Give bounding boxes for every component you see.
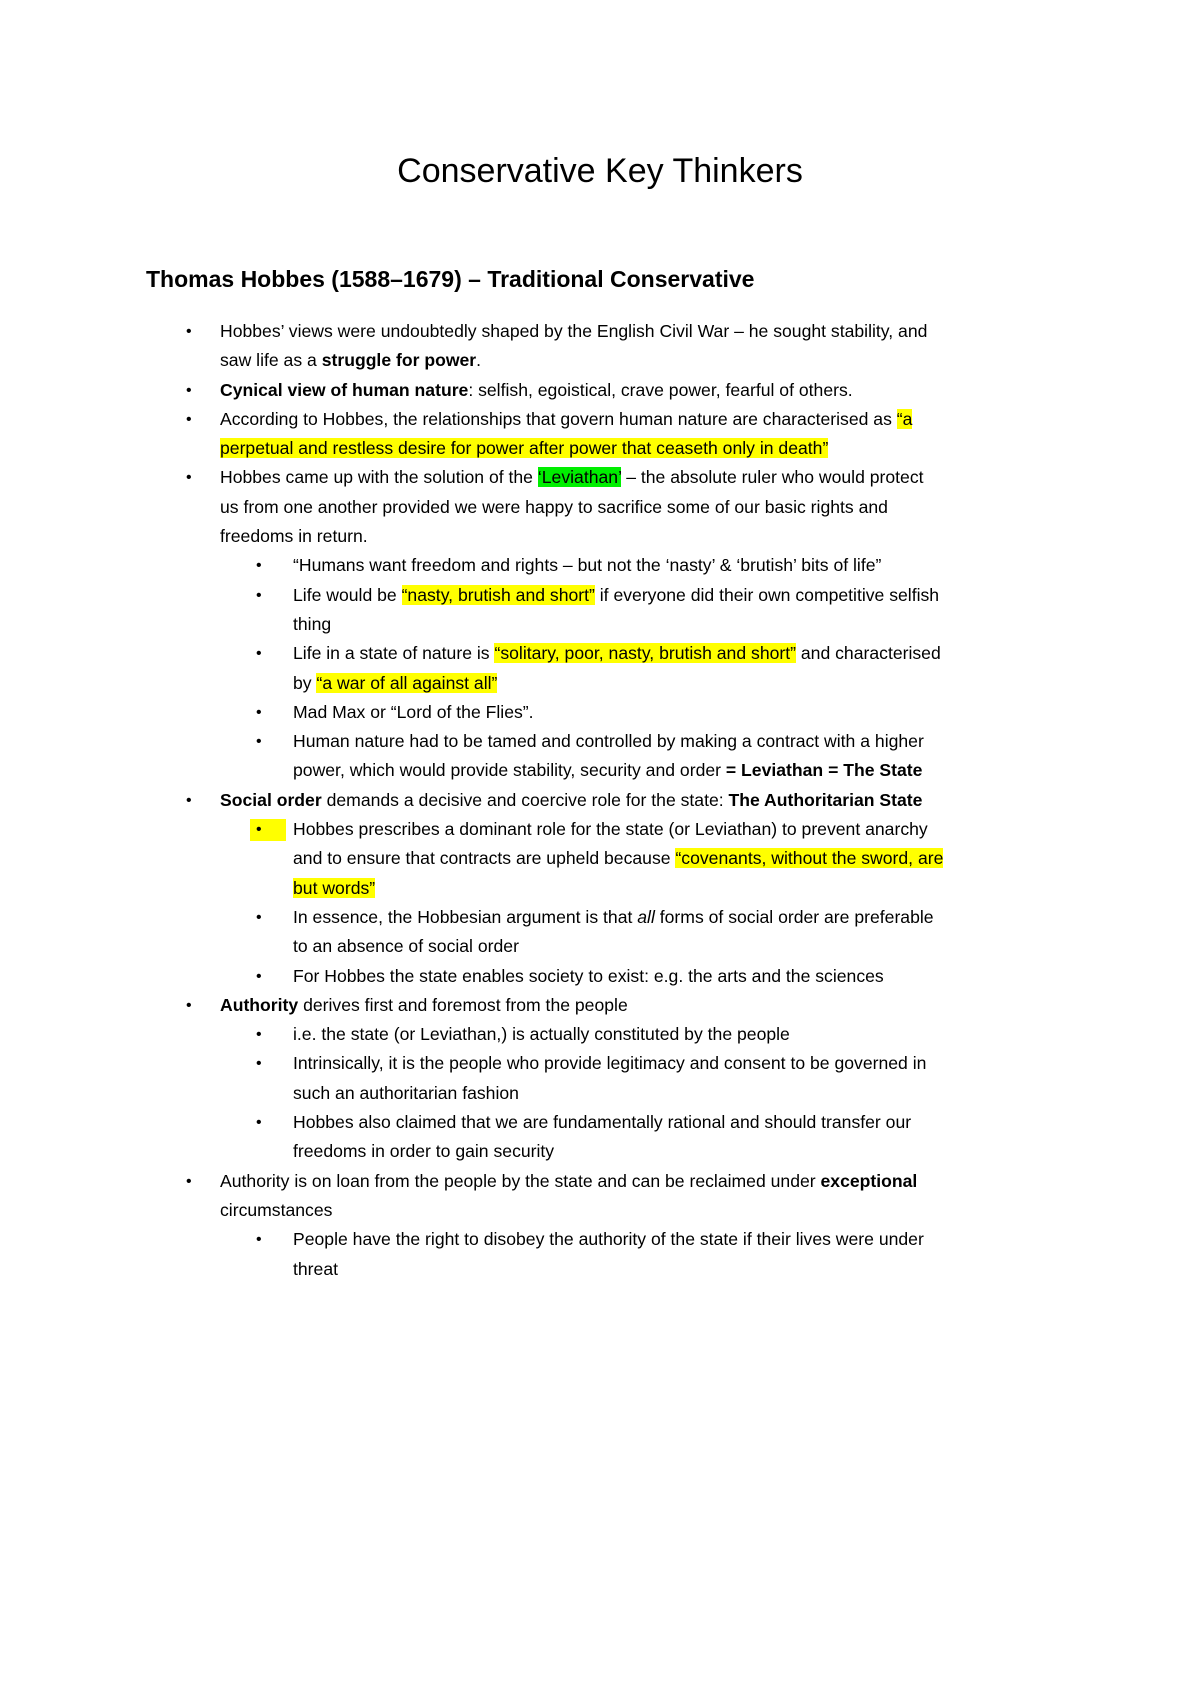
text-line [0,434,1200,463]
text-segment: thing [293,613,332,634]
text-segment: and to ensure that contracts are upheld because [293,848,676,869]
text-segment: and characterised [796,643,941,664]
text-segment: According to Hobbes, the relationships that govern human nature are characterised as [220,408,897,429]
text-line [0,1137,1200,1166]
text-segment: Social order [220,789,322,810]
text-line [0,522,1200,551]
text-segment: i.e. the state (or Leviathan,) is actually constituted by the people [293,1024,790,1045]
text-segment: “Humans want freedom and rights – but not the ‘nasty’ & ‘brutish’ bits of life” [293,555,882,576]
text-segment: Cynical view of human nature [220,379,469,400]
text-segment: saw life as a [220,350,322,371]
bullet-icon: • [256,703,262,721]
text-segment: derives first and foremost from the people [298,994,628,1015]
text-line [0,1196,1200,1225]
bullet-icon: • [186,381,192,399]
bullet-icon: • [186,469,192,487]
text-line [0,405,1200,434]
text-line [0,493,1200,522]
text-segment: threat [293,1258,338,1279]
text-line [0,1108,1200,1137]
highlighted-text: “a war of all against all” [316,672,498,693]
bullet-icon: • [256,1055,262,1073]
text-segment: to an absence of social order [293,936,519,957]
text-segment: freedoms in order to gain security [293,1141,555,1162]
bullet-icon: • [256,1026,262,1044]
text-segment: People have the right to disobey the authority of the state if their lives were under [293,1229,924,1250]
text-line [0,844,1200,873]
bullet-icon: • [256,586,262,604]
bullet-icon: • [186,996,192,1014]
text-line [0,727,1200,756]
text-segment: The Authoritarian State [728,789,923,810]
text-segment: – the absolute ruler who would protect [621,467,924,488]
text-line [0,669,1200,698]
page-title: Conservative Key Thinkers [397,152,803,190]
text-line [0,1049,1200,1078]
text-segment: Life would be [293,584,402,605]
bullet-icon: • [256,967,262,985]
highlighted-text: “a [896,408,913,429]
bullet-icon: • [186,791,192,809]
text-line [0,815,1200,844]
text-line [0,1225,1200,1254]
text-line [0,698,1200,727]
text-line [0,463,1200,492]
highlighted-text: “solitary, poor, nasty, brutish and short” [494,643,796,664]
bullet-icon: • [186,410,192,428]
text-line [0,756,1200,785]
text-segment: circumstances [220,1199,333,1220]
text-line [0,551,1200,580]
text-segment: Human nature had to be tamed and controlled by making a contract with a higher [293,731,924,752]
highlighted-text: ‘Leviathan’ [537,467,622,488]
text-line [0,639,1200,668]
text-segment: Hobbes’ views were undoubtedly shaped by the English Civil War – he sought stability, and [220,321,928,341]
text-line [0,317,1200,346]
text-line [0,874,1200,903]
text-line [0,610,1200,639]
text-segment: In essence, the Hobbesian argument is that [293,906,638,927]
bullet-icon: • [256,908,262,926]
text-line [0,786,1200,815]
bullet-list [0,317,1200,1284]
text-line [0,962,1200,991]
text-segment: Life in a state of nature is [293,643,495,664]
text-segment: Mad Max or “Lord of the Flies”. [293,701,534,722]
text-line [0,376,1200,405]
text-segment: power, which would provide stability, security and order [293,760,726,781]
bullet-icon: • [186,323,192,340]
text-segment: Hobbes also claimed that we are fundamentally rational and should transfer our [293,1112,912,1133]
text-segment: Intrinsically, it is the people who provide legitimacy and consent to be governed in [293,1053,927,1074]
highlighted-text: “covenants, without the sword, are [675,848,944,869]
text-line [0,581,1200,610]
bullet-icon: • [256,821,262,839]
text-segment: = Leviathan = The State [725,760,923,781]
text-segment: struggle for power [321,350,477,371]
text-segment: if everyone did their own competitive selfish [594,584,940,605]
text-segment: Hobbes prescribes a dominant role for the state (or Leviathan) to prevent anarchy [293,819,928,840]
text-line [0,1255,1200,1284]
bullet-icon: • [256,1114,262,1132]
text-segment: Hobbes came up with the solution of the [220,467,538,488]
text-segment: For Hobbes the state enables society to exist: e.g. the arts and the sciences [293,965,884,986]
bullet-icon: • [256,645,262,663]
text-segment: freedoms in return. [220,526,368,547]
bullet-icon: • [256,557,262,575]
bullet-icon: • [256,733,262,751]
section-heading: Thomas Hobbes (1588–1679) – Traditional Conservative [146,266,755,292]
text-segment: all [637,906,655,927]
text-line [0,932,1200,961]
text-segment: . [476,350,482,371]
text-line [0,1020,1200,1049]
text-segment: Authority [220,994,299,1015]
highlighted-text: perpetual and restless desire for power after power that ceaseth only in death” [220,438,829,459]
text-segment: forms of social order are preferable [654,906,934,927]
highlighted-text: “nasty, brutish and short” [401,584,595,605]
text-segment: : selfish, egoistical, crave power, fearful of others. [468,379,853,400]
text-segment: exceptional [820,1170,918,1191]
text-line [0,991,1200,1020]
text-segment: by [293,672,317,693]
text-segment: Authority is on loan from the people by the state and can be reclaimed under [220,1170,821,1191]
text-segment: us from one another provided we were happy to sacrifice some of our basic rights and [220,496,888,517]
text-line [0,903,1200,932]
text-line [0,1079,1200,1108]
text-line [0,1167,1200,1196]
bullet-icon: • [186,1172,192,1190]
highlighted-text: but words” [293,877,376,898]
text-segment: such an authoritarian fashion [293,1082,519,1103]
text-segment: demands a decisive and coercive role for the state: [321,789,729,810]
text-line [0,346,1200,375]
bullet-icon: • [256,1231,262,1249]
